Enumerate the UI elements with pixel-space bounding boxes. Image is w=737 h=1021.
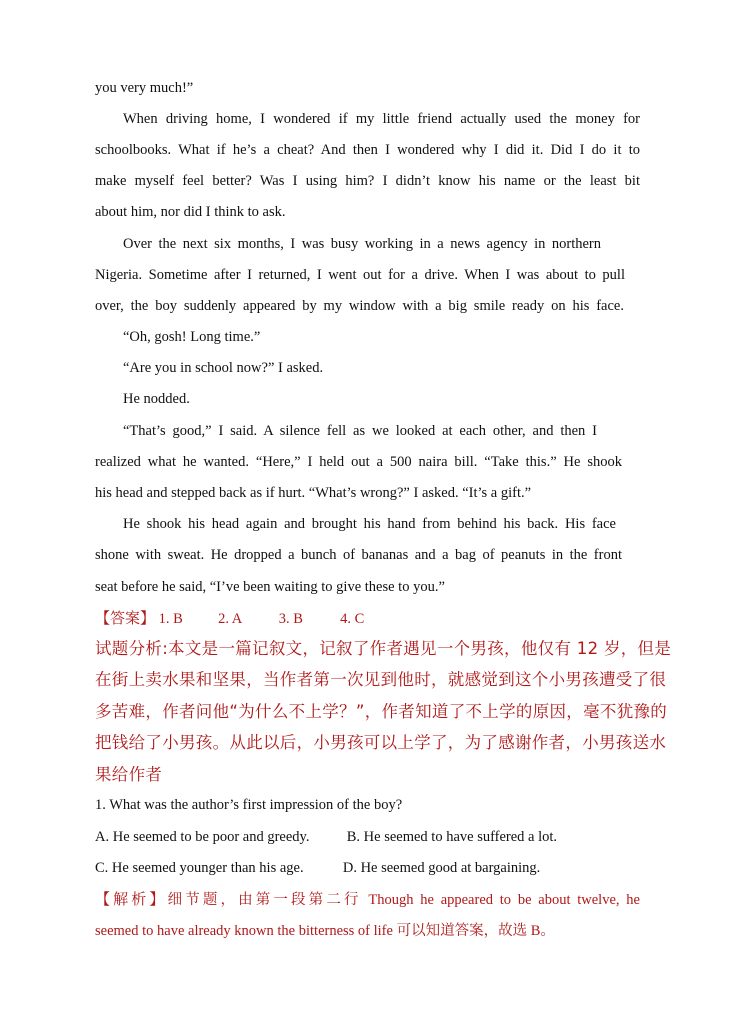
explanation-line: seemed to have already known the bitterness of life 可以知道答案，故选 B。 [95,923,555,939]
passage-line: his head and stepped back as if hurt. “What’s wrong?” I asked. “It’s a gift.” [95,485,532,501]
passage-line: He nodded. [123,391,190,407]
passage-line: “Oh, gosh! Long time.” [123,329,261,345]
question-options-row [95,858,640,878]
passage-line: “That’s good,” I said. A silence fell as we looked at each other, and then I [123,423,597,439]
analysis-line: 把钱给了小男孩。从此以后，小男孩可以上学了，为了感谢作者，小男孩送水 [95,733,667,752]
passage-line: seat before he said, “I’ve been waiting to give these to you.” [95,579,445,595]
analysis-line: 果给作者 [95,765,163,784]
explanation-label: 【解析】 [95,890,168,908]
analysis-line: 试题分析:本文是一篇记叙文，记叙了作者遇见一个男孩，他仅有 12 岁，但是 [95,639,672,658]
passage-line: When driving home, I wondered if my little friend actually used the money for [123,111,640,127]
answer-label: 【答案】 [95,609,156,627]
answer-item: 4. C [340,611,365,627]
explanation-text: 细节题，由第一段第二行 Though he appeared to be about twelve, he [167,892,640,908]
passage-line: over, the boy suddenly appeared by my window with a big smile ready on his face. [95,298,624,314]
passage-line: about him, nor did I think to ask. [95,204,286,220]
explanation-line [95,889,640,910]
passage-line: schoolbooks. What if he’s a cheat? And then I wondered why I did it. Did I do it to [95,142,640,158]
answer-item: 3. B [278,611,303,627]
passage-line: make myself feel better? Was I using him? I didn’t know his name or the least bit [95,173,640,189]
passage-line: realized what he wanted. “Here,” I held out a 500 naira bill. “Take this.” He shook [95,454,622,470]
option-c: C. He seemed younger than his age. [95,860,304,876]
answer-item: 1. B [158,611,183,627]
answer-item: 2. A [218,611,242,627]
passage-line: “Are you in school now?” I asked. [123,360,324,376]
passage-line: He shook his head again and brought his hand from behind his back. His face [123,516,616,532]
question-stem: 1. What was the author’s first impression of the boy? [95,797,403,813]
option-a: A. He seemed to be poor and greedy. [95,829,310,845]
passage-line: shone with sweat. He dropped a bunch of bananas and a bag of peanuts in the front [95,547,622,563]
question-options-row [95,827,640,847]
analysis-line: 多苦难，作者问他“为什么不上学？”，作者知道了不上学的原因，毫不犹豫的 [95,702,668,721]
analysis-line: 在街上卖水果和坚果，当作者第一次见到他时，就感觉到这个小男孩遭受了很 [95,670,667,689]
option-b: B. He seemed to have suffered a lot. [346,829,558,845]
option-d: D. He seemed good at bargaining. [342,860,541,876]
passage-line: you very much!” [95,80,194,96]
passage-line: Nigeria. Sometime after I returned, I went out for a drive. When I was about to pull [95,267,625,283]
answer-key [95,608,640,629]
passage-line: Over the next six months, I was busy working in a news agency in northern [123,236,601,252]
